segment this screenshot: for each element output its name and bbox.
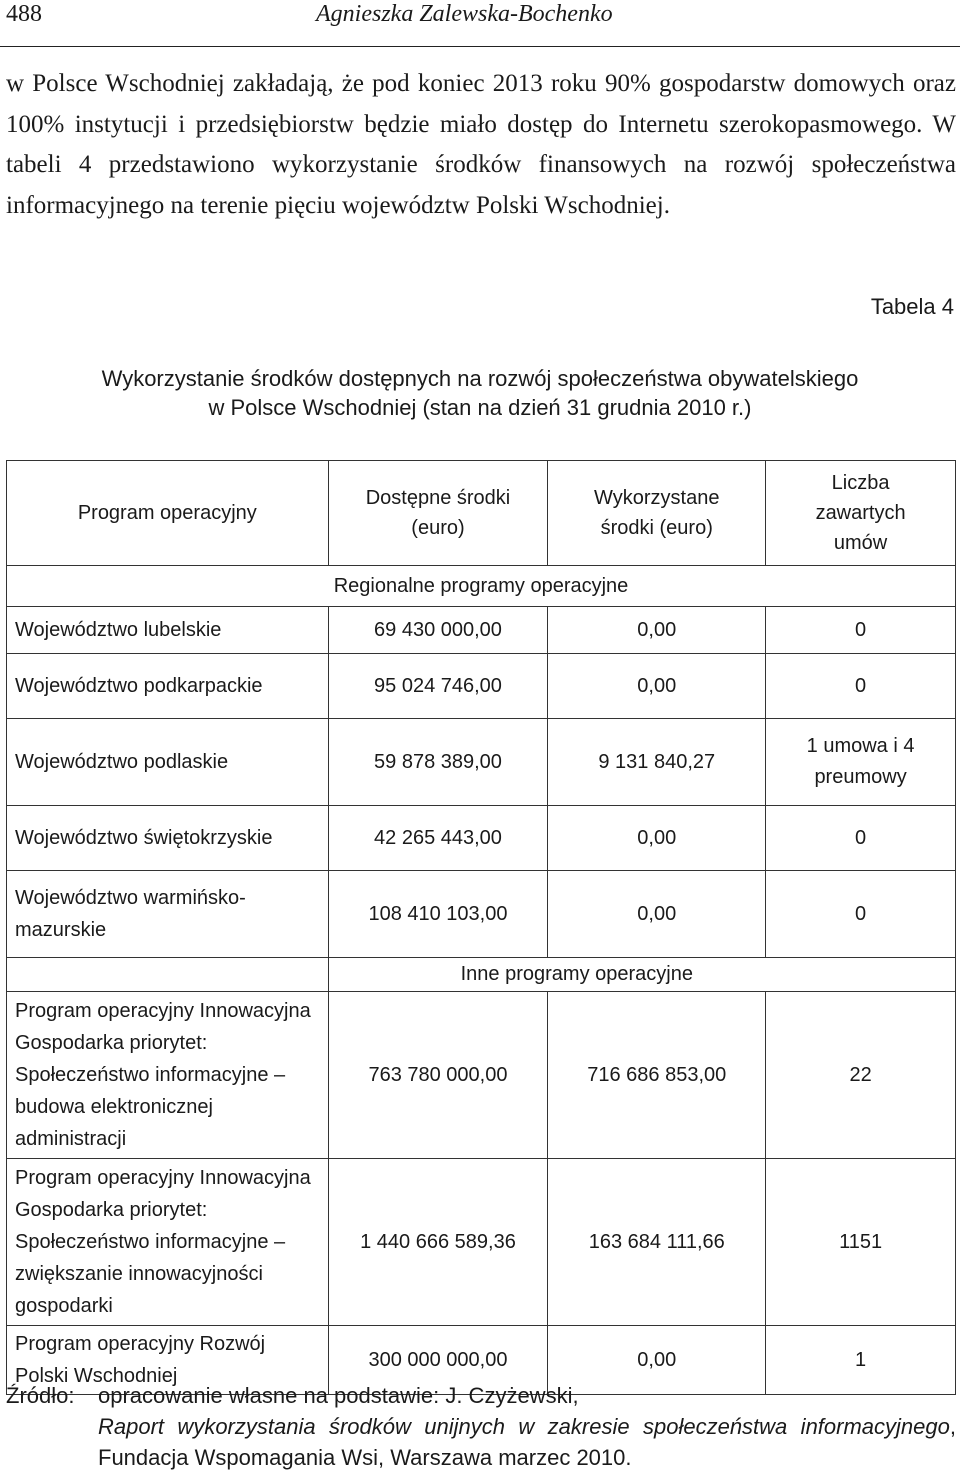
source-line-2 [6,1411,956,1473]
cell-available: 1 440 666 589,36 [328,1159,548,1326]
table-title-line-1: Wykorzystanie środków dostępnych na rozwój społeczeństwa obywatelskiego [101,366,859,391]
cell-contracts: 1 umowa i 4 preumowy [766,719,956,806]
cell-contracts: 0 [766,654,956,719]
header-used: Wykorzystane środki (euro) [548,461,766,566]
cell-available: 300 000 000,00 [328,1326,548,1395]
source-title: Raport wykorzystania środków unijnych w zakresie społeczeństwa informacyjnego [98,1414,950,1439]
section-regional: Regionalne programy operacyjne [7,566,956,607]
table-row [7,806,956,871]
cell-program: Województwo podlaskie [7,719,329,806]
table-row [7,607,956,654]
cell-contracts: 1 [766,1326,956,1395]
table-row [7,719,956,806]
header-available: Dostępne środki (euro) [328,461,548,566]
source-label: Źródło: [6,1383,75,1408]
source-prefix: opracowanie własne na podstawie: J. Czyżewski, [98,1383,579,1408]
cell-available: 95 024 746,00 [328,654,548,719]
cell-contracts: 1151 [766,1159,956,1326]
cell-program: Program operacyjny Innowacyjna Gospodarka priorytet: Społeczeństwo informacyjne – zwiększanie innowacyjności gospodarki [7,1159,329,1326]
cell-contracts: 22 [766,992,956,1159]
cell-program: Województwo lubelskie [7,607,329,654]
body-paragraph: w Polsce Wschodniej zakładają, że pod koniec 2013 roku 90% gospodarstw domowych oraz 100% instytucji i przedsiębiorstw będzie miało dostęp do Internetu szerokopasmowego. W tabeli 4 przedstawiono wykorzystanie środków finansowych na rozwój społeczeństwa informacyjnego na terenie pięciu województw Polski Wschodniej. [6,70,956,219]
table-row [7,654,956,719]
section-row-regional [7,566,956,607]
cell-used: 0,00 [548,1326,766,1395]
cell-used: 9 131 840,27 [548,719,766,806]
section-other: Inne programy operacyjne [328,958,955,992]
cell-used: 716 686 853,00 [548,992,766,1159]
header-program: Program operacyjny [7,461,329,566]
cell-contracts: 0 [766,871,956,958]
table-label: Tabela 4 [870,294,954,319]
running-head-author: Agnieszka Zalewska-Bochenko [316,1,613,27]
source-note [6,1380,956,1473]
cell-contracts: 0 [766,607,956,654]
cell-used: 0,00 [548,607,766,654]
header-contracts: Liczba zawartych umów [766,461,956,566]
table-header-row [7,461,956,566]
cell-program: Województwo podkarpackie [7,654,329,719]
cell-used: 0,00 [548,806,766,871]
cell-program: Województwo warmińsko-mazurskie [7,871,329,958]
source-line-1 [6,1380,956,1411]
table-title [0,364,960,422]
table-row [7,871,956,958]
cell-available: 108 410 103,00 [328,871,548,958]
cell-available: 69 430 000,00 [328,607,548,654]
cell-available: 59 878 389,00 [328,719,548,806]
section-row-other [7,958,956,992]
page-number: 488 [6,1,42,27]
cell-used: 0,00 [548,871,766,958]
source-suffix: , Fundacja Wspomagania Wsi, Warszawa marzec 2010. [98,1414,956,1470]
cell-program: Województwo świętokrzyskie [7,806,329,871]
table-row [7,1159,956,1326]
cell-used: 0,00 [548,654,766,719]
table-title-line-2: w Polsce Wschodniej (stan na dzień 31 grudnia 2010 r.) [208,395,752,420]
funds-table [6,460,956,1395]
table-row [7,992,956,1159]
cell-contracts: 0 [766,806,956,871]
running-header [0,0,960,47]
cell-program: Program operacyjny Innowacyjna Gospodarka priorytet: Społeczeństwo informacyjne – budowa elektronicznej administracji [7,992,329,1159]
cell-available: 42 265 443,00 [328,806,548,871]
cell-available: 763 780 000,00 [328,992,548,1159]
cell-program: Program operacyjny Rozwój Polski Wschodniej [7,1326,329,1395]
cell-used: 163 684 111,66 [548,1159,766,1326]
